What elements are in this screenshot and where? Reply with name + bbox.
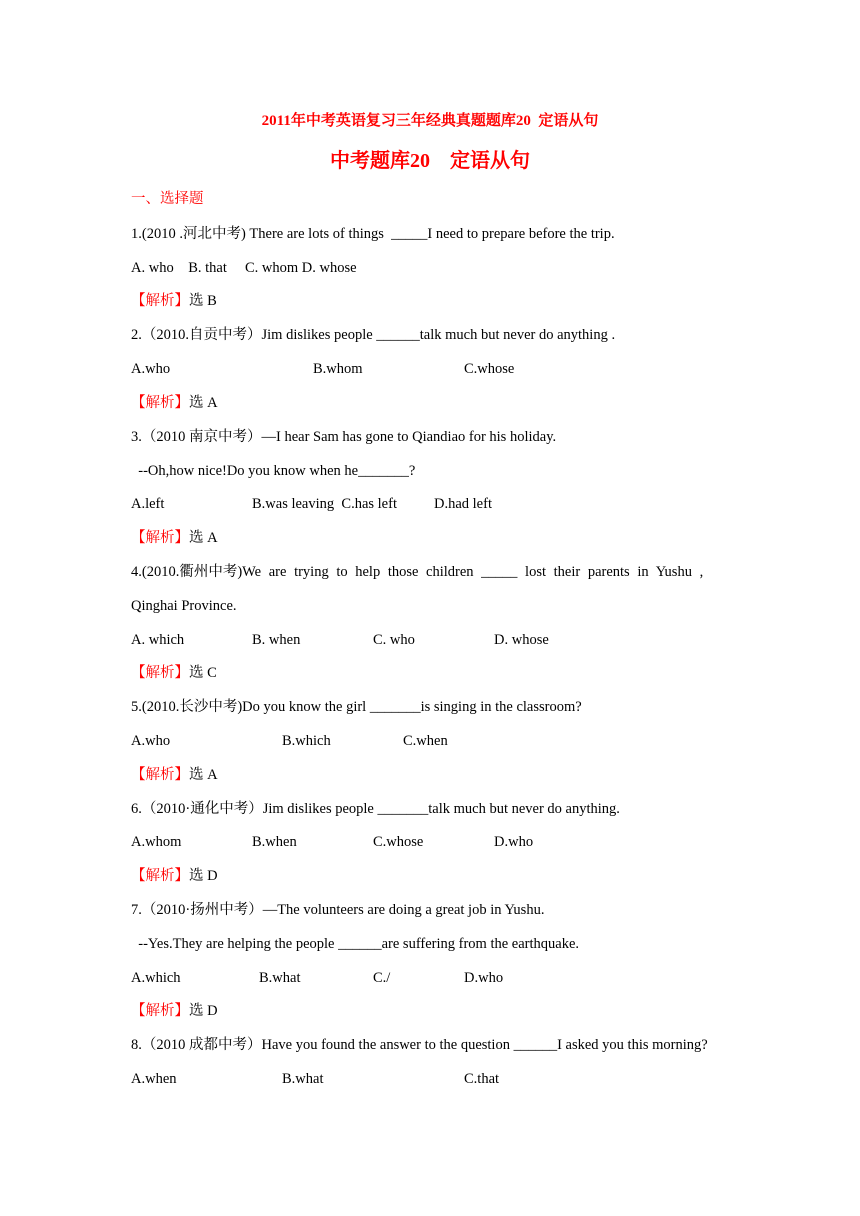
answer-text: 选 A bbox=[189, 530, 218, 546]
question-7-option-a: A.which bbox=[131, 970, 181, 986]
answer-text: 选 D bbox=[189, 868, 218, 884]
question-6-option-c: C.whose bbox=[373, 834, 424, 850]
question-6-option-a: A.whom bbox=[131, 834, 182, 850]
analysis-label: 【解析】 bbox=[131, 868, 189, 884]
question-5-answer bbox=[131, 765, 218, 785]
question-6-answer bbox=[131, 866, 218, 886]
analysis-label: 【解析】 bbox=[131, 1003, 189, 1019]
question-7-option-c: C./ bbox=[373, 970, 391, 986]
question-1-answer bbox=[131, 291, 217, 311]
question-5-stem: 5.(2010.长沙中考)Do you know the girl _______is singing in the classroom? bbox=[131, 699, 582, 715]
analysis-label: 【解析】 bbox=[131, 767, 189, 783]
answer-text: 选 A bbox=[189, 395, 218, 411]
question-2-stem: 2.（2010.自贡中考）Jim dislikes people ______talk much but never do anything . bbox=[131, 327, 616, 343]
question-3-answer bbox=[131, 528, 218, 548]
answer-text: 选 C bbox=[189, 665, 217, 681]
question-4-option-d: D. whose bbox=[494, 632, 549, 648]
question-6-option-b: B.when bbox=[252, 834, 297, 850]
question-5-option-b: B.which bbox=[282, 733, 331, 749]
question-1-stem: 1.(2010 .河北中考) There are lots of things _____I need to prepare before the trip. bbox=[131, 226, 615, 242]
question-6-option-d: D.who bbox=[494, 834, 534, 850]
analysis-label: 【解析】 bbox=[131, 530, 189, 546]
analysis-label: 【解析】 bbox=[131, 665, 189, 681]
question-8-stem: 8.（2010 成都中考）Have you found the answer to the question ______I asked you this morning? bbox=[131, 1037, 708, 1053]
question-3-option-b-c: B.was leaving C.has left bbox=[252, 496, 397, 512]
analysis-label: 【解析】 bbox=[131, 293, 189, 309]
question-2-option-b: B.whom bbox=[313, 361, 363, 377]
question-4-answer bbox=[131, 663, 217, 683]
question-8-option-c: C.that bbox=[464, 1071, 500, 1087]
question-1-options: A. who B. that C. whom D. whose bbox=[131, 260, 357, 276]
question-5-option-a: A.who bbox=[131, 733, 171, 749]
question-8-option-b: B.what bbox=[282, 1071, 324, 1087]
answer-text: 选 B bbox=[189, 293, 217, 309]
question-3-option-d: D.had left bbox=[434, 496, 492, 512]
question-2-answer bbox=[131, 393, 218, 413]
question-3-stem: 3.（2010 南京中考）—I hear Sam has gone to Qiandiao for his holiday. bbox=[131, 429, 557, 445]
question-4-option-a: A. which bbox=[131, 632, 185, 648]
section-title: 一、选择题 bbox=[131, 191, 204, 207]
question-6-stem: 6.（2010·通化中考）Jim dislikes people _______talk much but never do anything. bbox=[131, 801, 620, 817]
question-4-option-c: C. who bbox=[373, 632, 415, 648]
question-8-option-a: A.when bbox=[131, 1071, 177, 1087]
analysis-label: 【解析】 bbox=[131, 395, 189, 411]
answer-text: 选 A bbox=[189, 767, 218, 783]
question-4-option-b: B. when bbox=[252, 632, 301, 648]
question-7-option-d: D.who bbox=[464, 970, 504, 986]
question-7-stem: 7.（2010·扬州中考）—The volunteers are doing a great job in Yushu. bbox=[131, 902, 545, 918]
document-top-title: 2011年中考英语复习三年经典真题题库20 定语从句 bbox=[261, 113, 599, 129]
question-7-option-b: B.what bbox=[259, 970, 301, 986]
answer-text: 选 D bbox=[189, 1003, 218, 1019]
document-main-title: 中考题库20 定语从句 bbox=[330, 150, 530, 172]
question-7-answer bbox=[131, 1001, 218, 1021]
question-4-stem: 4.(2010.衢州中考)We are trying to help those children _____ lost their parents in Yushu , bbox=[131, 564, 704, 580]
question-5-option-c: C.when bbox=[403, 733, 448, 749]
question-2-option-c: C.whose bbox=[464, 361, 515, 377]
question-7-stem-continued: --Yes.They are helping the people ______are suffering from the earthquake. bbox=[131, 936, 580, 952]
question-2-option-a: A.who bbox=[131, 361, 171, 377]
question-4-stem-continued: Qinghai Province. bbox=[131, 598, 237, 614]
question-3-option-a: A.left bbox=[131, 496, 165, 512]
question-3-stem-continued: --Oh,how nice!Do you know when he_______? bbox=[131, 463, 416, 479]
